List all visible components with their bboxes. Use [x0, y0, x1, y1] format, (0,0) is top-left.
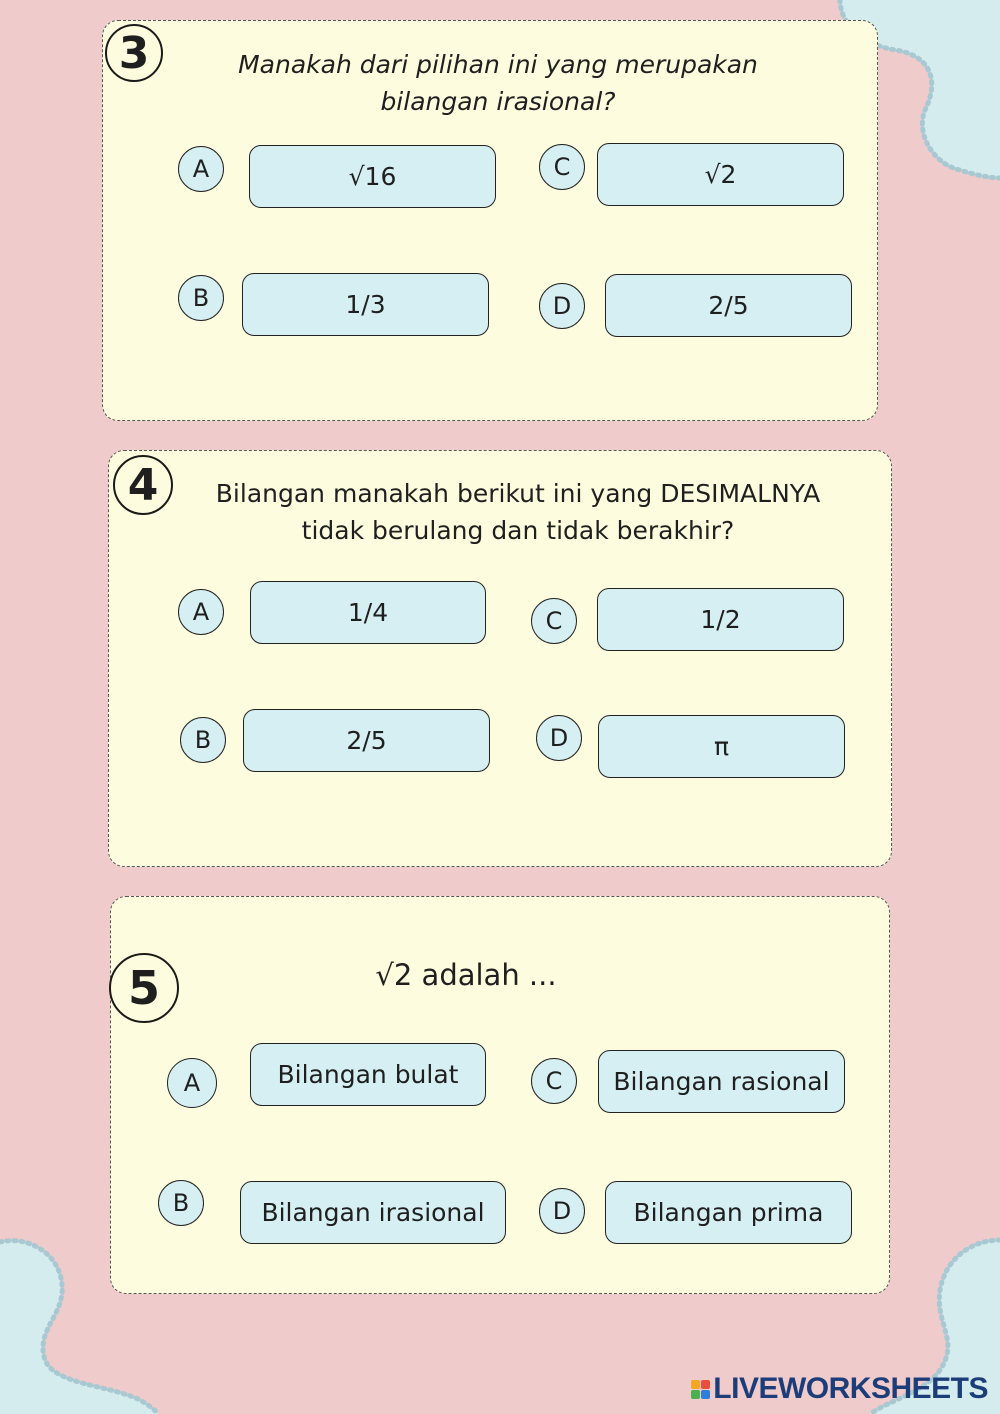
question-text: √2 adalah ... — [375, 958, 557, 992]
question-number: 5 — [109, 953, 179, 1023]
option-letter-d: D — [536, 715, 582, 761]
option-letter-c: C — [531, 1058, 577, 1104]
option-letter-b: B — [180, 717, 226, 763]
option-letter-c: C — [531, 598, 577, 644]
option-letter-b: B — [178, 275, 224, 321]
option-letter-a: A — [167, 1058, 217, 1108]
option-letter-b: B — [158, 1180, 204, 1226]
option-a-button[interactable]: √16 — [249, 145, 496, 208]
option-b-button[interactable]: Bilangan irasional — [240, 1181, 506, 1244]
option-b-button[interactable]: 2/5 — [243, 709, 490, 772]
option-letter-d: D — [539, 1188, 585, 1234]
question-text: Manakah dari pilihan ini yang merupakan bilangan irasional? — [238, 50, 758, 116]
logo-icon — [691, 1380, 710, 1399]
option-d-button[interactable]: 2/5 — [605, 274, 852, 337]
option-b-button[interactable]: 1/3 — [242, 273, 489, 336]
logo-text: LIVEWORKSHEETS — [713, 1372, 988, 1405]
option-letter-d: D — [539, 283, 585, 329]
option-letter-c: C — [539, 144, 585, 190]
option-d-button[interactable]: Bilangan prima — [605, 1181, 852, 1244]
option-a-button[interactable]: Bilangan bulat — [250, 1043, 486, 1106]
option-c-button[interactable]: √2 — [597, 143, 844, 206]
question-number: 3 — [105, 24, 163, 82]
question-5-card — [110, 896, 890, 1294]
question-number: 4 — [113, 455, 173, 515]
option-d-button[interactable]: π — [598, 715, 845, 778]
question-text: Bilangan manakah berikut ini yang DESIMALNYA tidak berulang dan tidak berakhir? — [215, 479, 821, 545]
question-3-card — [102, 20, 878, 421]
option-c-button[interactable]: 1/2 — [597, 588, 844, 651]
option-a-button[interactable]: 1/4 — [250, 581, 486, 644]
question-4-card — [108, 450, 892, 867]
option-letter-a: A — [178, 589, 224, 635]
option-c-button[interactable]: Bilangan rasional — [598, 1050, 845, 1113]
liveworksheets-logo — [691, 1372, 988, 1406]
option-letter-a: A — [178, 146, 224, 192]
